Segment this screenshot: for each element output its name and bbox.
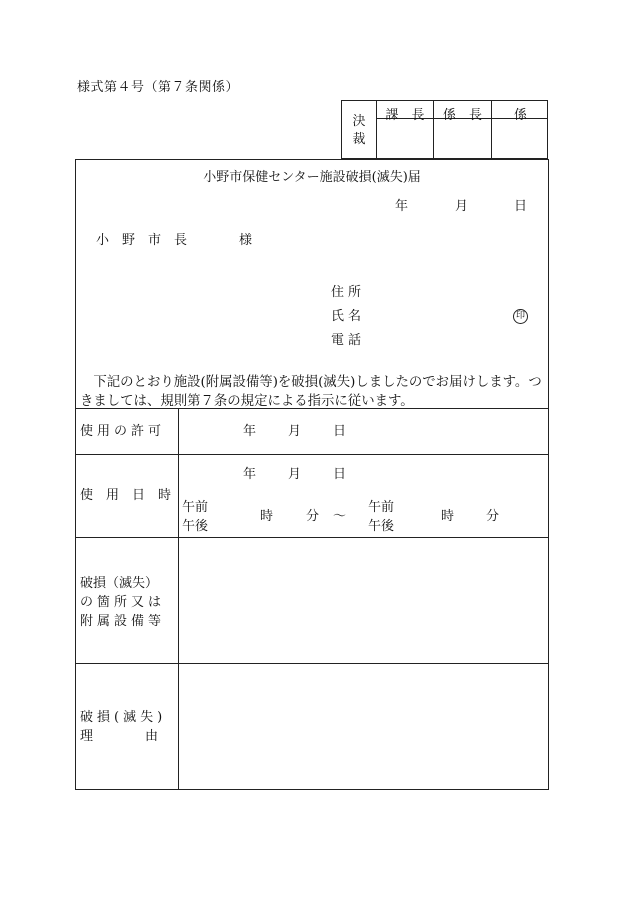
phone-field[interactable]	[368, 328, 538, 350]
end-minute-label: 分	[486, 509, 500, 524]
name-field[interactable]	[368, 304, 508, 326]
approval-stamp-box	[341, 100, 548, 159]
end-hour-label: 時	[441, 509, 455, 524]
damage-reason-line-2: 理 由	[80, 729, 159, 744]
approval-col-section-chief: 課 長	[385, 108, 425, 123]
damage-reason-line-1: 破損(滅失)	[80, 710, 167, 725]
stamp-area-subsection-chief[interactable]	[434, 119, 491, 159]
usage-datetime-field[interactable]	[180, 456, 548, 536]
usage-day-label: 日	[333, 467, 347, 482]
permit-label: 使用の許可	[80, 424, 166, 439]
approval-decide-char-2: 裁	[352, 131, 366, 147]
seal-mark: 印	[513, 309, 528, 324]
permit-year-label: 年	[243, 424, 257, 439]
report-date-year-label: 年	[395, 199, 409, 214]
approval-decide-char-1: 決	[352, 113, 366, 129]
damage-place-field[interactable]	[180, 539, 548, 662]
name-label: 氏名	[331, 309, 366, 324]
damage-report-form	[75, 159, 549, 790]
form-number: 様式第４号（第７条関係）	[77, 80, 240, 95]
permit-month-label: 月	[288, 424, 302, 439]
end-pm-label: 午後	[368, 519, 395, 534]
stamp-area-section-chief[interactable]	[377, 119, 433, 159]
start-hour-label: 時	[260, 509, 274, 524]
form-title: 小野市保健センター施設破損(滅失)届	[203, 170, 421, 185]
damage-place-line-1: 破損（滅失）	[80, 576, 159, 591]
time-range-tilde: ～	[333, 509, 347, 524]
phone-label: 電話	[331, 333, 366, 348]
stamp-area-staff[interactable]	[492, 119, 548, 159]
report-date-month-label: 月	[455, 199, 469, 214]
approval-decide-label	[342, 101, 376, 160]
start-minute-label: 分	[306, 509, 320, 524]
damage-reason-field[interactable]	[180, 665, 548, 787]
damage-reason-label	[80, 708, 166, 746]
divider	[76, 663, 548, 664]
usage-month-label: 月	[288, 467, 302, 482]
statement-paragraph: 下記のとおり施設(附属設備等)を破損(滅失)しましたのでお届けします。つきましては、規則第７条の規定による指示に従います。	[80, 375, 542, 409]
end-am-label: 午前	[368, 500, 395, 515]
address-label: 住所	[331, 285, 366, 300]
usage-datetime-label: 使 用 日 時	[80, 488, 172, 503]
damage-place-line-3: 附属設備等	[80, 614, 166, 629]
divider	[76, 454, 548, 455]
damage-place-line-2: の箇所又は	[80, 595, 166, 610]
address-field[interactable]	[368, 280, 538, 302]
permit-day-label: 日	[333, 424, 347, 439]
divider	[178, 408, 179, 789]
damage-place-label	[80, 574, 165, 631]
usage-year-label: 年	[243, 467, 257, 482]
addressee: 小 野 市 長 様	[96, 233, 253, 248]
start-am-label: 午前	[182, 500, 209, 515]
start-pm-label: 午後	[182, 519, 209, 534]
report-date-day-label: 日	[514, 199, 528, 214]
report-date-field[interactable]	[356, 194, 536, 218]
divider	[76, 537, 548, 538]
permit-date-field[interactable]	[180, 410, 548, 453]
approval-col-staff: 係	[513, 108, 527, 123]
divider	[76, 408, 548, 409]
approval-col-subsection-chief: 係 長	[442, 108, 482, 123]
